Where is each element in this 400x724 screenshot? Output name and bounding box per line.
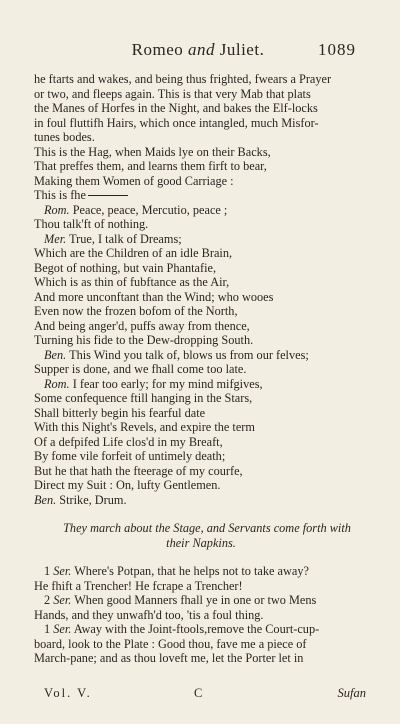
- speech-text: Strike, Drum.: [59, 492, 127, 507]
- servant-number: 1: [44, 564, 51, 578]
- text-line: Even now the frozen bofom of the North,: [34, 304, 238, 318]
- speech-line: [34, 593, 368, 608]
- servant-number: 2: [44, 593, 51, 607]
- text-line: [34, 188, 368, 203]
- text-line: Turning his fide to the Dew-dropping South.: [34, 333, 254, 347]
- speech-text: Away with the Joint-ftools,remove the Court-cup-: [73, 622, 320, 636]
- speaker-ben: Ben.: [34, 492, 57, 507]
- speech-text: This Wind you talk of, blows us from our felves;: [69, 347, 309, 362]
- speech-line: [34, 232, 368, 247]
- body-text: [34, 72, 368, 666]
- page-footer: [44, 686, 366, 702]
- text-line: Of a defpifed Life clos'd in my Breaft,: [34, 434, 223, 449]
- speaker-rom: Rom.: [44, 202, 70, 217]
- speaker-ser: Ser.: [53, 593, 72, 607]
- text-line: And more unconftant than the Wind; who wooes: [34, 289, 274, 304]
- running-title: [40, 40, 356, 60]
- running-header: [40, 40, 356, 62]
- stage-direction-line: They march about the Stage, and Servants come forth with: [63, 521, 351, 535]
- text-line: board, look to the Plate : Good thou, fave me a piece of: [34, 636, 307, 651]
- text-line: But he that hath the fteerage of my courfe,: [34, 463, 243, 478]
- text-line: Hands, and they unwafh'd too, 'tis a foul thing.: [34, 607, 264, 622]
- title-juliet: Juliet.: [219, 40, 265, 59]
- speech-line: [34, 493, 368, 508]
- text-line: Begot of nothing, but vain Phantafie,: [34, 260, 217, 275]
- servant-number: 1: [44, 622, 51, 636]
- speech-text: Peace, peace, Mercutio, peace ;: [72, 202, 228, 217]
- text-line: Thou talk'ft of nothing.: [34, 217, 149, 231]
- speech-line: [34, 622, 368, 637]
- text-line: he ftarts and wakes, and being thus frighted, fwears a Prayer: [34, 72, 332, 86]
- text-line: tunes bodes.: [34, 130, 95, 144]
- stage-direction: [34, 521, 368, 550]
- title-and: and: [188, 40, 215, 59]
- interruption-dash: [88, 195, 128, 196]
- speaker-rom: Rom.: [44, 376, 70, 391]
- text-line: Supper is done, and we fhall come too late.: [34, 362, 247, 376]
- text-line: Making them Women of good Carriage :: [34, 173, 234, 188]
- text-line: the Manes of Horfes in the Night, and bakes the Elf-locks: [34, 101, 318, 115]
- catchword: Sufan: [337, 686, 366, 700]
- stage-direction-line: their Napkins.: [166, 535, 236, 550]
- speech-text: True, I talk of Dreams;: [69, 231, 182, 246]
- text-line: This is the Hag, when Maids lye on their Backs,: [34, 144, 271, 159]
- speaker-ser: Ser.: [53, 564, 72, 578]
- speech-text: When good Manners fhall ye in one or two Mens: [74, 593, 317, 607]
- speaker-mer: Mer.: [44, 231, 67, 246]
- speech-text: I fear too early; for my mind mifgives,: [72, 376, 263, 391]
- text-line: With this Night's Revels, and expire the term: [34, 420, 255, 434]
- text-line: That preffes them, and learns them firft to bear,: [34, 159, 267, 173]
- speech-line: [34, 348, 368, 363]
- text-span: This is fhe: [34, 188, 86, 202]
- speech-line: [34, 377, 368, 392]
- speech-text: Where's Potpan, that he helps not to take away?: [74, 564, 309, 578]
- text-line: in foul fluttifh Hairs, which once intangled, much Misfor-: [34, 115, 319, 130]
- text-line: Direct my Suit : On, lufty Gentlemen.: [34, 478, 221, 492]
- text-line: By fome vile forfeit of untimely death;: [34, 449, 226, 463]
- text-line: March-pane; and as thou loveft me, let the Porter let in: [34, 651, 304, 665]
- speaker-ben: Ben.: [44, 347, 67, 362]
- page-number: 1089: [318, 40, 356, 59]
- text-line: Which is as thin of fubftance as the Air,: [34, 275, 230, 289]
- title-romeo: Romeo: [131, 40, 184, 59]
- volume-label: Vol. V.: [44, 686, 92, 700]
- speech-line: [34, 203, 368, 218]
- text-line: Which are the Children of an idle Brain,: [34, 246, 233, 260]
- text-line: or two, and fleeps again. This is that very Mab that plats: [34, 86, 311, 101]
- speech-line: [34, 564, 368, 579]
- text-line: And being anger'd, puffs away from thence,: [34, 318, 250, 333]
- text-line: Shall bitterly begin his fearful date: [34, 405, 206, 420]
- signature-mark: C: [194, 686, 203, 700]
- speaker-ser: Ser.: [53, 622, 72, 636]
- text-line: He fhift a Trencher! He fcrape a Trencher!: [34, 578, 243, 593]
- text-line: Some confequence ftill hanging in the Stars,: [34, 391, 253, 405]
